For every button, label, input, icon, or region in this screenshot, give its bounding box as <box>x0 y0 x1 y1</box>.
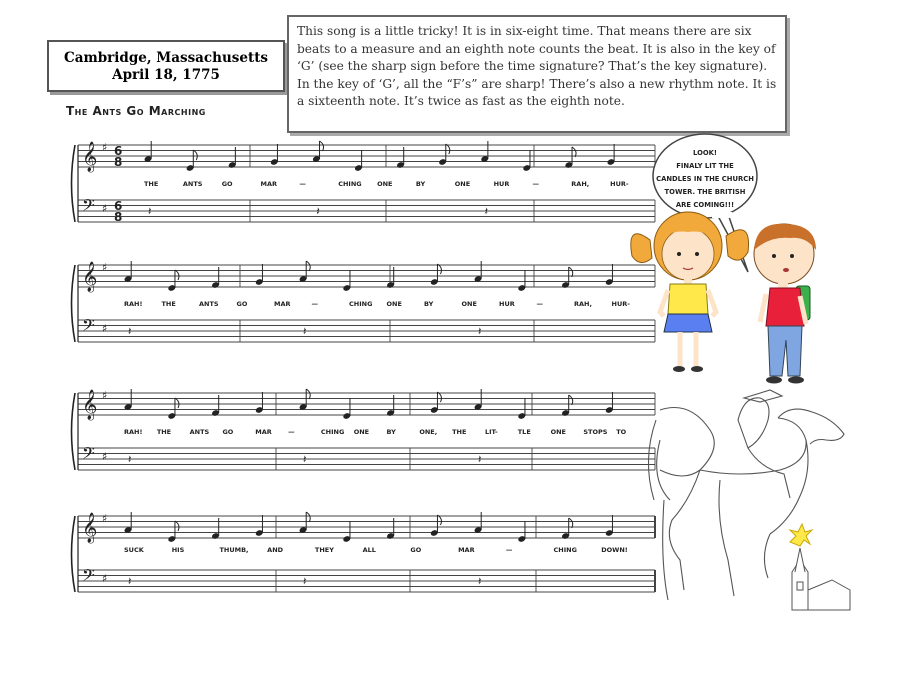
system-brace <box>72 516 76 592</box>
note-flag <box>306 261 310 271</box>
system-brace <box>72 145 76 222</box>
treble-clef: 𝄞 <box>82 262 98 292</box>
note-flag <box>569 395 573 405</box>
location-place: Cambridge, Massachusetts <box>63 50 269 66</box>
horse-rider-illustration <box>648 390 844 600</box>
lyric-word: HUR- <box>610 180 629 188</box>
lyric-word: — <box>299 180 306 188</box>
lyric-word: THE <box>452 428 467 436</box>
note-flag <box>437 515 441 525</box>
lyric-word: THE <box>144 180 159 188</box>
note-flag <box>437 264 441 274</box>
lyric-word: THEY <box>314 546 334 554</box>
note-flag <box>569 518 573 528</box>
note-flag <box>175 270 179 280</box>
rest-symbol: 𝄽 <box>303 453 307 466</box>
note-flag <box>320 141 324 151</box>
lyric-word: ONE <box>454 180 471 188</box>
bubble-line-2: FINALY LIT THE <box>676 162 734 170</box>
rest-symbol: 𝄽 <box>128 575 132 588</box>
rest-symbol: 𝄽 <box>478 575 482 588</box>
lyric-word: MAR <box>260 180 278 188</box>
time-signature-top: 6 <box>114 144 123 158</box>
lyric-word: HUR <box>493 180 510 188</box>
rest-symbol: 𝄽 <box>478 325 482 338</box>
key-signature-sharp: ♯ <box>102 572 108 585</box>
lyric-word: RAH, <box>574 300 592 308</box>
rest-symbol: 𝄽 <box>148 205 152 218</box>
lyric-word: GO <box>410 546 422 554</box>
lyric-word: GO <box>221 180 233 188</box>
treble-clef: 𝄞 <box>82 390 98 420</box>
location-date: April 18, 1775 <box>112 67 220 83</box>
lyric-word: HUR- <box>611 300 630 308</box>
bubble-line-1: LOOK! <box>692 149 718 157</box>
bubble-line-3: CANDLES IN THE CHURCH <box>656 175 754 183</box>
time-signature-bottom: 8 <box>114 210 123 224</box>
lyric-word: — <box>536 300 543 308</box>
time-signature-top: 6 <box>114 199 123 213</box>
rest-symbol: 𝄽 <box>128 453 132 466</box>
key-signature-sharp: ♯ <box>102 202 108 215</box>
lyric-word: MAR <box>274 300 291 308</box>
lyric-word: ANTS <box>199 300 219 308</box>
rest-symbol: 𝄽 <box>316 205 320 218</box>
bass-clef: 𝄢 <box>82 565 95 589</box>
church-illustration <box>790 524 850 610</box>
rest-symbol: 𝄽 <box>484 205 489 218</box>
lyric-word: RAH! <box>124 428 143 436</box>
lyric-word: THE <box>161 300 176 308</box>
lyric-word: BY <box>424 300 434 308</box>
lyric-word: HUR <box>499 300 515 308</box>
rest-symbol: 𝄽 <box>478 453 482 466</box>
key-signature-sharp: ♯ <box>102 141 108 154</box>
lyric-word: SUCK <box>124 546 144 554</box>
bass-clef: 𝄢 <box>82 443 95 467</box>
key-signature-sharp: ♯ <box>102 389 108 402</box>
lyric-word: THE <box>156 428 172 436</box>
lyric-word: BY <box>386 428 396 436</box>
lyric-word: — <box>505 546 513 554</box>
bubble-line-5: ARE COMING!!! <box>675 201 735 209</box>
treble-clef: 𝄞 <box>82 513 98 543</box>
lyric-word: LIT- <box>484 428 498 436</box>
lyric-word: HIS <box>171 546 185 554</box>
note-flag <box>193 150 197 160</box>
lyric-word: RAH, <box>571 180 590 188</box>
lyric-word: — <box>532 180 539 188</box>
lyric-word: RAH! <box>124 300 143 308</box>
key-signature-sharp: ♯ <box>102 261 108 274</box>
bass-clef: 𝄢 <box>82 315 95 339</box>
song-title: The Ants Go Marching <box>66 104 206 118</box>
note-flag <box>446 144 450 154</box>
lyric-word: DOWN! <box>601 546 628 554</box>
lyric-word: MAR <box>458 546 475 554</box>
lyric-word: TO <box>616 428 627 436</box>
lyric-word: ANTS <box>182 180 203 188</box>
time-signature-bottom: 8 <box>114 155 123 169</box>
lyric-word: BY <box>415 180 426 188</box>
lyric-word: CHING <box>553 546 577 554</box>
lyric-word: AND <box>267 546 284 554</box>
note-flag <box>572 147 576 157</box>
lyric-word: THUMB, <box>219 546 249 554</box>
note-flag <box>569 267 573 277</box>
girl-illustration <box>631 212 749 372</box>
boy-illustration <box>754 224 816 384</box>
lyric-word: — <box>311 300 318 308</box>
lyric-word: GO <box>236 300 248 308</box>
lyric-word: ONE <box>377 180 393 188</box>
key-signature-sharp: ♯ <box>102 512 108 525</box>
music-system <box>72 141 656 224</box>
lyric-word: ONE, <box>419 428 438 436</box>
note-flag <box>306 512 310 522</box>
bass-clef: 𝄢 <box>82 195 95 219</box>
rest-symbol: 𝄽 <box>128 325 132 338</box>
note-flag <box>175 521 179 531</box>
lyric-word: CHING <box>320 428 345 436</box>
lyric-word: GO <box>222 428 234 436</box>
lyric-word: ONE <box>550 428 566 436</box>
lyric-word: — <box>288 428 295 436</box>
intro-text: This song is a little tricky! It is in six-eight time. That means there are six beats to a measure and an eighth note counts the beat. It is also in the key of ‘G’ (see the sharp sign before the time signature? That’s the key signature). In the key of ‘G’, all the “F’s” are sharp! There’s also a new rhythm note. It is a sixteenth note. It’s twice as fast as the eighth note. <box>297 24 777 109</box>
lyric-word: TLE <box>517 428 531 436</box>
lyric-word: CHING <box>349 300 373 308</box>
key-signature-sharp: ♯ <box>102 322 108 335</box>
lyric-word: ONE <box>353 428 370 436</box>
note-flag <box>306 389 310 399</box>
lyric-word: MAR <box>255 428 272 436</box>
lyric-word: ONE <box>461 300 477 308</box>
bubble-line-4: TOWER. THE BRITISH <box>664 188 746 196</box>
note-flag <box>437 392 441 402</box>
treble-clef: 𝄞 <box>82 142 98 172</box>
system-brace <box>72 393 76 470</box>
lyric-word: ALL <box>362 546 376 554</box>
lyric-word: STOPS <box>583 428 608 436</box>
rest-symbol: 𝄽 <box>303 575 307 588</box>
lyric-word: ONE <box>386 300 402 308</box>
lyric-word: ANTS <box>189 428 210 436</box>
key-signature-sharp: ♯ <box>102 450 108 463</box>
system-brace <box>72 265 76 342</box>
note-flag <box>175 398 179 408</box>
rest-symbol: 𝄽 <box>303 325 307 338</box>
lyric-word: CHING <box>338 180 362 188</box>
